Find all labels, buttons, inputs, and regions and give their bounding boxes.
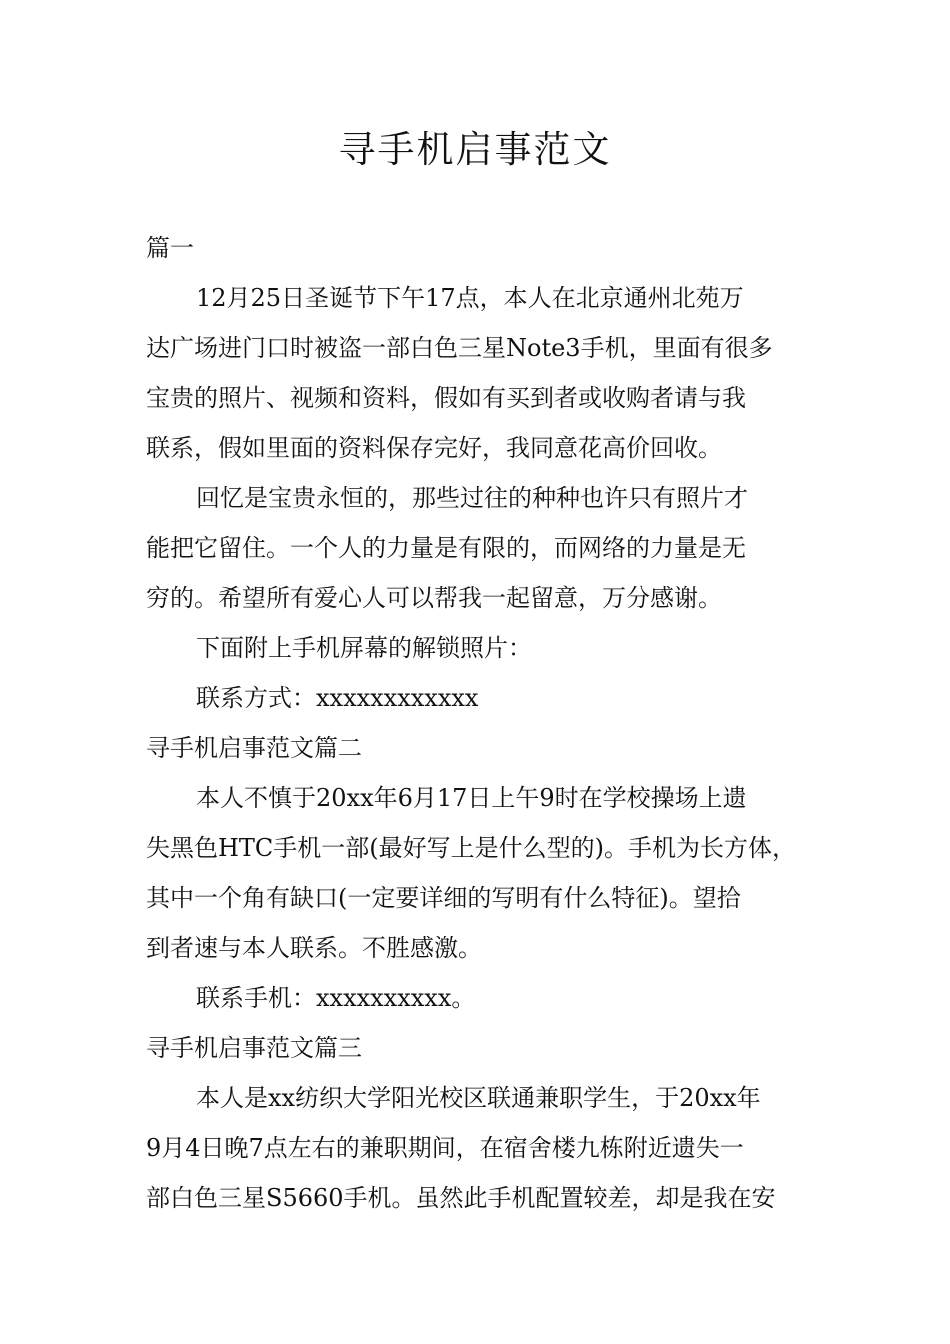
document-body [146,223,811,1223]
document-title: 寻手机启事范文 [338,128,612,171]
text-line: 下面附上手机屏幕的解锁照片： [196,634,532,662]
text-line: 达广场进门口时被盗一部白色三星Note3手机，里面有很多 [146,334,773,362]
text-line: 篇一 [146,234,194,262]
text-line: 到者速与本人联系。不胜感激。 [146,934,482,962]
text-line: 本人是xx纺织大学阳光校区联通兼职学生，于20xx年 [196,1084,761,1112]
text-line: 失黑色HTC手机一部(最好写上是什么型的)。手机为长方体， [146,834,797,862]
text-line: 能把它留住。一个人的力量是有限的，而网络的力量是无 [146,534,746,562]
text-line: 其中一个角有缺口(一定要详细的写明有什么特征)。望拾 [146,884,741,912]
text-line: 联系手机：xxxxxxxxxx。 [196,984,476,1012]
text-line: 联系方式：xxxxxxxxxxxx [196,684,479,712]
text-line: 联系，假如里面的资料保存完好，我同意花高价回收。 [146,434,722,462]
text-line: 部白色三星S5660手机。虽然此手机配置较差，却是我在安 [146,1184,776,1212]
text-line: 回忆是宝贵永恒的，那些过往的种种也许只有照片才 [196,484,748,512]
text-line: 宝贵的照片、视频和资料，假如有买到者或收购者请与我 [146,384,746,412]
text-line: 9月4日晚7点左右的兼职期间，在宿舍楼九栋附近遗失一 [146,1134,744,1162]
text-line: 本人不慎于20xx年6月17日上午9时在学校操场上遗 [196,784,747,812]
text-line: 寻手机启事范文篇三 [146,1034,362,1062]
text-line: 穷的。希望所有爱心人可以帮我一起留意，万分感谢。 [146,584,722,612]
text-line: 寻手机启事范文篇二 [146,734,362,762]
text-line: 12月25日圣诞节下午17点，本人在北京通州北苑万 [196,284,744,312]
